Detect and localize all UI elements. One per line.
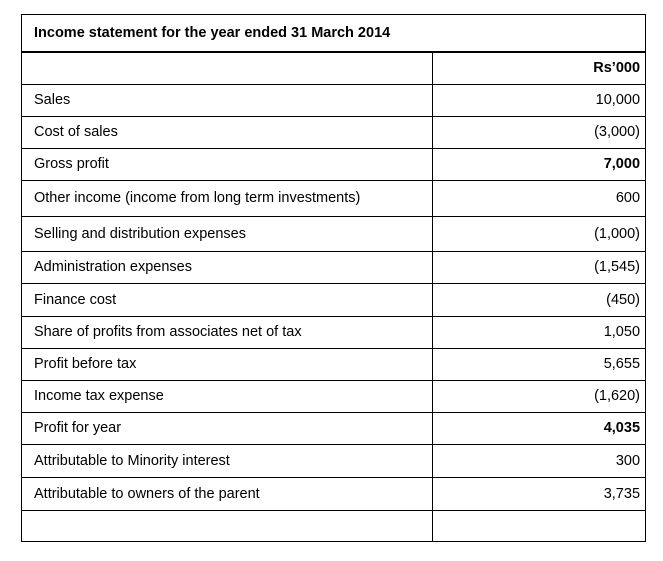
row-value-minority-interest: 300 xyxy=(433,444,646,477)
row-label-sales: Sales xyxy=(22,84,433,116)
row-value-cost-of-sales: (3,000) xyxy=(433,116,646,148)
row-label-finance-cost: Finance cost xyxy=(22,283,433,316)
header-row xyxy=(22,52,646,84)
table-row xyxy=(22,116,646,148)
row-label-empty xyxy=(22,510,433,541)
row-value-other-income: 600 xyxy=(433,180,646,216)
row-value-administration: (1,545) xyxy=(433,251,646,283)
table-row xyxy=(22,148,646,180)
table-row xyxy=(22,316,646,348)
table-row xyxy=(22,348,646,380)
header-label-cell xyxy=(22,52,433,84)
row-value-selling-distribution: (1,000) xyxy=(433,216,646,251)
row-label-cost-of-sales: Cost of sales xyxy=(22,116,433,148)
statement-title: Income statement for the year ended 31 March 2014 xyxy=(22,15,646,53)
row-label-share-of-profits: Share of profits from associates net of tax xyxy=(22,316,433,348)
row-label-administration: Administration expenses xyxy=(22,251,433,283)
row-value-sales: 10,000 xyxy=(433,84,646,116)
table-row xyxy=(22,444,646,477)
row-label-gross-profit: Gross profit xyxy=(22,148,433,180)
table-row xyxy=(22,84,646,116)
row-value-profit-for-year: 4,035 xyxy=(433,412,646,444)
row-label-selling-distribution: Selling and distribution expenses xyxy=(22,216,433,251)
table-row-empty xyxy=(22,510,646,541)
row-value-share-of-profits: 1,050 xyxy=(433,316,646,348)
row-value-profit-before-tax: 5,655 xyxy=(433,348,646,380)
table-row xyxy=(22,412,646,444)
table-row xyxy=(22,251,646,283)
table-row xyxy=(22,380,646,412)
title-row xyxy=(22,15,646,53)
row-label-minority-interest: Attributable to Minority interest xyxy=(22,444,433,477)
row-label-other-income: Other income (income from long term investments) xyxy=(22,180,433,216)
table-row xyxy=(22,283,646,316)
table-row xyxy=(22,477,646,510)
row-value-gross-profit: 7,000 xyxy=(433,148,646,180)
row-label-owners-of-parent: Attributable to owners of the parent xyxy=(22,477,433,510)
row-label-profit-before-tax: Profit before tax xyxy=(22,348,433,380)
row-label-income-tax: Income tax expense xyxy=(22,380,433,412)
row-value-finance-cost: (450) xyxy=(433,283,646,316)
row-label-profit-for-year: Profit for year xyxy=(22,412,433,444)
table-row xyxy=(22,216,646,251)
income-statement-table xyxy=(21,14,646,542)
currency-header: Rs’000 xyxy=(433,52,646,84)
table-row xyxy=(22,180,646,216)
row-value-empty xyxy=(433,510,646,541)
row-value-income-tax: (1,620) xyxy=(433,380,646,412)
row-value-owners-of-parent: 3,735 xyxy=(433,477,646,510)
